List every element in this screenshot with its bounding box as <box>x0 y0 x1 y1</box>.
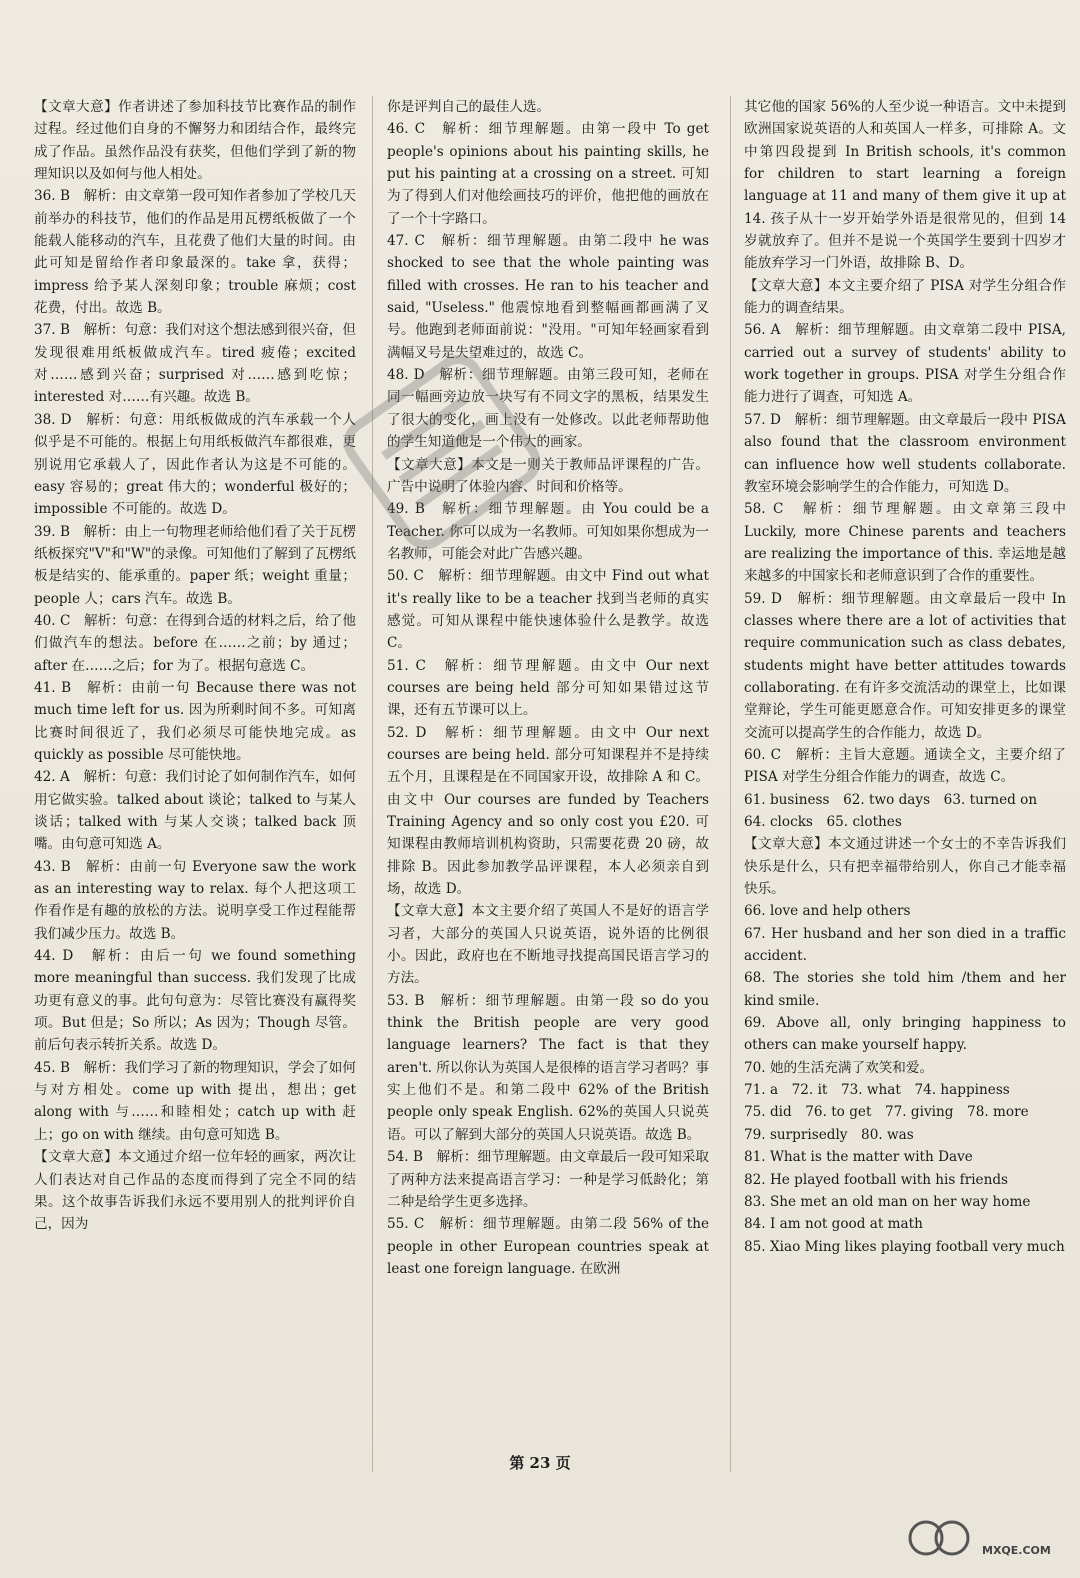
paragraph: 【文章大意】本文是一则关于教师品评课程的广告。广告中说明了体验内容、时间和价格等。 <box>387 456 709 495</box>
paragraph: 40. C 解析：句意：在得到合适的材料之后，给了他们做汽车的想法。before 在……之前；by 通过；after 在……之后；for 为了。根据句意选 C。 <box>34 612 356 674</box>
paragraph: 44. D 解析：由后一句 we found something more meaningful than success. 我们发现了比成功更有意义的事。此句句意为：尽管比赛没有赢得奖项。But 但是；So 所以；As 因为；Though 尽管。前后句表示转折关系。故选 D。 <box>34 948 356 1054</box>
paragraph: 71. a 72. it 73. what 74. happiness <box>744 1082 1010 1099</box>
text-column-middle <box>387 96 709 1472</box>
paragraph: 69. Above all, only bringing happiness to others can make yourself happy. <box>744 1015 1066 1054</box>
paragraph: 41. B 解析：由前一句 Because there was not much time left for us. 因为所剩时间不多。可知离比赛时间很近了，我们必须尽可能快地完成。as quickly as possible 尽可能快地。 <box>34 679 356 763</box>
paragraph: 55. C 解析：细节理解题。由第二段 56% of the people in other European countries speak at least one foreign language. 在欧洲 <box>387 1216 709 1277</box>
paragraph: 56. A 解析：细节理解题。由文章第二段中 PISA, carried out a survey of students' ability to work together in groups. PISA 对学生分组合作能力进行了调查，可知选 A。 <box>744 322 1066 406</box>
paragraph: 67. Her husband and her son died in a traffic accident. <box>744 925 1066 965</box>
text-column-left <box>34 96 356 1472</box>
paragraph: 70. 她的生活充满了欢笑和爱。 <box>744 1059 934 1076</box>
paragraph: 43. B 解析：由前一句 Everyone saw the work as an interesting way to relax. 每个人把这项工作看作是有趣的放松的方法。说明享受工作过程能帮我们减少压力。故选 B。 <box>34 858 356 942</box>
paragraph: 你是评判自己的最佳人选。 <box>387 99 551 115</box>
paragraph: 53. B 解析：细节理解题。由第一段 so do you think the British people are very good language learners? The fact is that they aren't. 所以你认为英国人是很棒的语言学习者吗？事实上他们不是。和第二段中 62% of the British people only speak English. 62%的英国人只说英语。可以了解到大部分的英国人只说英语。故选 B。 <box>387 992 709 1143</box>
paragraph: 48. D 解析：细节理解题。由第三段可知，老师在同一幅画旁边放一块写有不同文字的黑板，结果发生了很大的变化，画上没有一处修改。以此老师帮助他的学生知道他是一个伟大的画家。 <box>387 367 709 451</box>
paragraph: 42. A 解析：句意：我们讨论了如何制作汽车，如何用它做实验。talked about 谈论；talked to 与某人谈话；talked with 与某人交谈；talked back 顶嘴。由句意可知选 A。 <box>34 769 356 853</box>
paragraph: 39. B 解析：由上一句物理老师给他们看了关于瓦楞纸板探究"V"和"W"的录像。可知他们了解到了瓦楞纸板是结实的、能承重的。paper 纸；weight 重量；people 人；cars 汽车。故选 B。 <box>34 523 356 607</box>
paragraph: 61. business 62. two days 63. turned on <box>744 791 1038 808</box>
paragraph: 其它他的国家 56%的人至少说一种语言。文中未提到欧洲国家说英语的人和英国人一样多，可排除 A。文中第四段提到 In British schools, it's common for children to start learning a foreign language at 11 and many of them give it up at 14. 孩子从十一岁开始学外语是很常见的，但到 14 岁就放弃了。但并不是说一个英国学生要到十四岁才能放弃学习一门外语，故排除 B、D。 <box>744 99 1066 272</box>
paragraph: 57. D 解析：细节理解题。由文章最后一段中 PISA also found that the classroom environment can influence how well students collaborate. 教室环境会影响学生的合作能力，可知选 D。 <box>744 411 1066 495</box>
paragraph: 【文章大意】本文通过介绍一位年轻的画家，两次让人们表达对自己作品的态度而得到了完全不同的结果。这个故事告诉我们永远不要用别人的批判评价自己，因为 <box>34 1149 356 1233</box>
paragraph: 【文章大意】作者讲述了参加科技节比赛作品的制作过程。经过他们自身的不懈努力和团结合作，最终完成了作品。虽然作品没有获奖，但他们学到了新的物理知识以及如何与他人相处。 <box>34 99 356 183</box>
text-column-right <box>744 96 1066 1472</box>
site-logo-graphic <box>906 1518 1056 1560</box>
paragraph: 54. B 解析：细节理解题。由文章最后一段可知采取了两种方法来提高语言学习：一种是学习低龄化；第二种是给学生更多选择。 <box>387 1149 709 1210</box>
paragraph: 【文章大意】本文主要介绍了英国人不是好的语言学习者，大部分的英国人只说英语，说外语的比例很小。因此，政府也在不断地寻找提高国民语言学习的方法。 <box>387 903 709 987</box>
logo-text: MXQE.COM <box>982 1544 1051 1557</box>
paragraph: 38. D 解析：句意：用纸板做成的汽车承载一个人似乎是不可能的。根据上句用纸板做汽车都很难，更别说用它承载人了，因此作者认为这是不可能的。easy 容易的；great 伟大的；wonderful 极好的；impossible 不可能的。故选 D。 <box>34 411 356 518</box>
column-divider <box>730 96 731 1472</box>
paragraph: 【文章大意】本文主要介绍了 PISA 对学生分组合作能力的调查结果。 <box>744 277 1066 317</box>
paragraph: 37. B 解析：句意：我们对这个想法感到很兴奋，但发现很难用纸板做成汽车。tired 疲倦；excited 对……感到兴奋；surprised 对……感到吃惊；interested 对……有兴趣。故选 B。 <box>34 322 356 406</box>
paragraph: 58. C 解析：细节理解题。由文章第三段中 Luckily, more Chinese parents and teachers are realizing the importance of this. 幸运地是越来越多的中国家长和老师意识到了合作的重要性。 <box>744 501 1066 585</box>
paragraph: 79. surprisedly 80. was <box>744 1126 914 1143</box>
paragraph: 【文章大意】本文通过讲述一个女士的不幸告诉我们快乐是什么，只有把幸福带给别人，你自己才能幸福快乐。 <box>744 836 1066 898</box>
paragraph: 52. D 解析：细节理解题。由文中 Our next courses are being held. 部分可知课程并不是持续五个月，且课程是在不同国家开设，故排除 A 和 C。由文中 Our courses are funded by Teachers Training Agency and so only cost you £20. 可知课程由教师培训机构资助，只需要花费 20 磅，故排除 B。因此参加教学品评课程，本人必须亲自到场，故选 D。 <box>387 724 709 898</box>
paragraph: 68. The stories she told him /them and her kind smile. <box>744 970 1066 1009</box>
paragraph: 60. C 解析：主旨大意题。通读全文，主要介绍了 PISA 对学生分组合作能力的调查，故选 C。 <box>744 746 1066 786</box>
paragraph: 46. C 解析：细节理解题。由第一段中 To get people's opinions about his painting skills, he put his painting at a crossing on a street. 可知为了得到人们对他绘画技巧的评价，他把他的画放在了一个十字路口。 <box>387 121 709 227</box>
page-number: 第 23 页 <box>509 1454 571 1472</box>
paragraph: 64. clocks 65. clothes <box>744 814 902 830</box>
paragraph: 51. C 解析：细节理解题。由文中 Our next courses are being held 部分可知如果错过这节课，还有五节课可以上。 <box>387 657 709 719</box>
paragraph: 45. B 解析：我们学习了新的物理知识，学会了如何与对方相处。come up with 提出，想出；get along with 与……和睦相处；catch up with 赶上；go on with 继续。由句意可知选 B。 <box>34 1059 356 1143</box>
paragraph: 66. love and help others <box>744 903 911 920</box>
paragraph: 59. D 解析：细节理解题。由文章最后一段中 In classes where there are a lot of activities that require communication such as class debates, students might have better attitudes towards collaborating. 在有许多交流活动的课堂上，比如课堂辩论，学生可能更愿意合作。可知安排更多的课堂交流可以提高学生的合作能力，故选 D。 <box>744 590 1066 741</box>
paragraph: 75. did 76. to get 77. giving 78. more <box>744 1104 1029 1121</box>
paragraph: 47. C 解析：细节理解题。由第二段中 he was shocked to see that the whole painting was filled with crosses. He ran to his teacher and said, "Useless." 他震惊地看到整幅画都画满了叉号。他跑到老师面前说："没用。"可知年轻画家看到满幅叉号是失望难过的，故选 C。 <box>387 233 709 361</box>
paragraph: 83. She met an old man on her way home <box>744 1193 1031 1210</box>
site-logo <box>906 1518 1056 1560</box>
paragraph: 85. Xiao Ming likes playing football very much <box>744 1238 1065 1255</box>
paragraph: 50. C 解析：细节理解题。由文中 Find out what it's really like to be a teacher 找到当老师的真实感觉。可知从课程中能快速体验什么是教学。故选 C。 <box>387 568 709 652</box>
paragraph: 84. I am not good at math <box>744 1216 923 1233</box>
paragraph: 82. He played football with his friends <box>744 1171 1009 1188</box>
paragraph: 36. B 解析：由文章第一段可知作者参加了学校几天前举办的科技节，他们的作品是用瓦楞纸板做了一个能载人能移动的汽车，且花费了他们大量的时间。由此可知是留给作者印象最深的。take 拿，获得；impress 给予某人深刻印象；trouble 麻烦；cost 花费，付出。故选 B。 <box>34 188 356 317</box>
paragraph: 49. B 解析：细节理解题。由 You could be a Teacher. 你可以成为一名教师。可知如果你想成为一名教师，可能会对此广告感兴趣。 <box>387 501 709 562</box>
column-divider <box>372 96 373 1472</box>
paragraph: 81. What is the matter with Dave <box>744 1149 973 1166</box>
